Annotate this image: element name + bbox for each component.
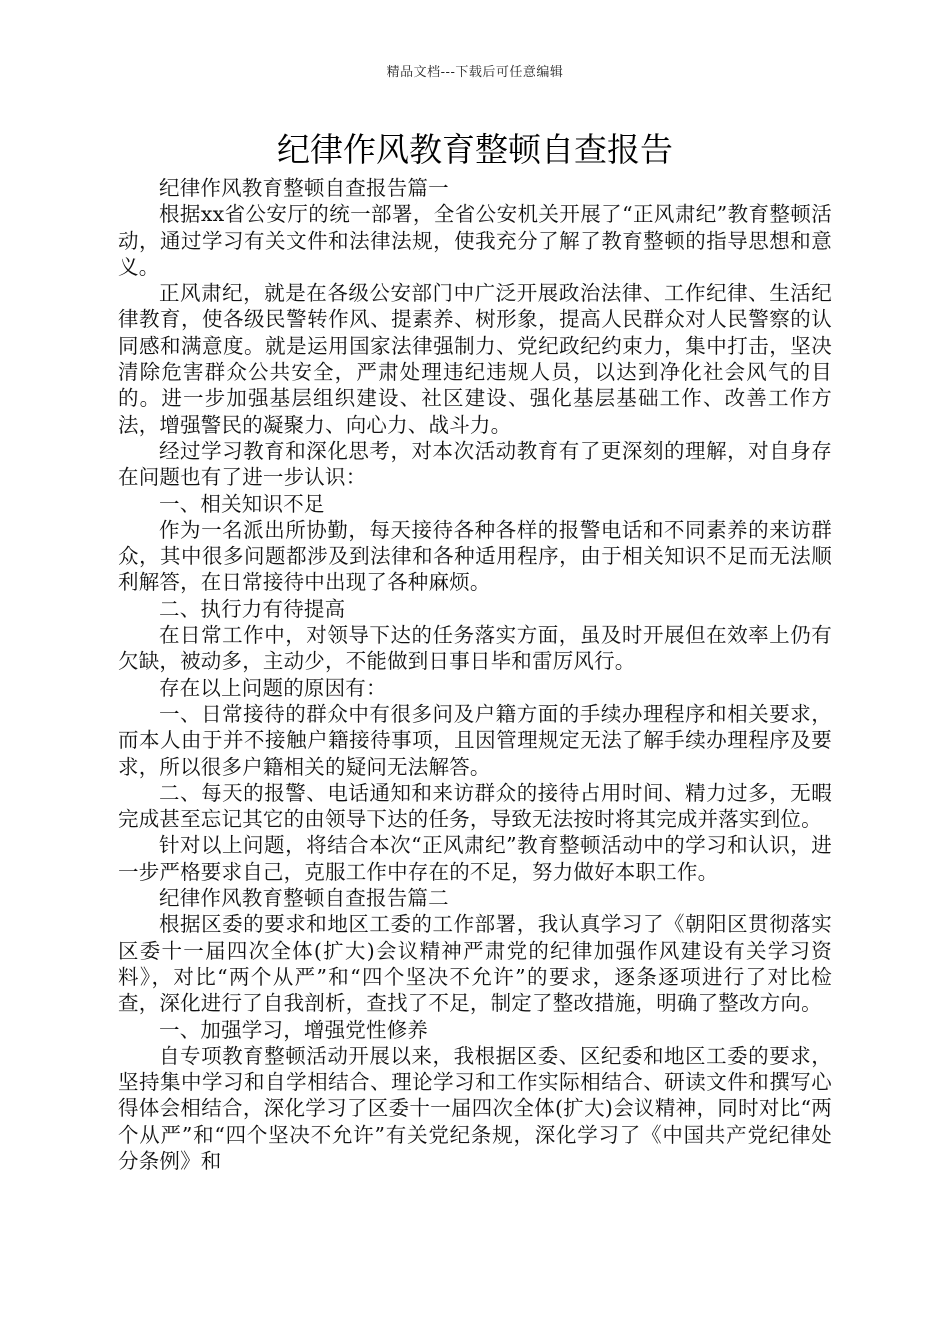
document-body [118, 175, 832, 1174]
paragraph: 经过学习教育和深化思考，对本次活动教育有了更深刻的理解，对自身存在问题也有了进一步认识： [118, 438, 832, 490]
document-title: 纪律作风教育整顿自查报告 [277, 130, 673, 169]
paragraph: 作为一名派出所协勤，每天接待各种各样的报警电话和不同素养的来访群众，其中很多问题都涉及到法律和各种适用程序，由于相关知识不足而无法顺利解答，在日常接待中出现了各种麻烦。 [118, 517, 832, 595]
paragraph: 存在以上问题的原因有： [159, 675, 387, 700]
section-heading: 一、加强学习，增强党性修养 [159, 1017, 429, 1042]
paragraph: 根据区委的要求和地区工委的工作部署，我认真学习了《朝阳区贯彻落实区委十一届四次全体(扩大)会议精神严肃党的纪律加强作风建设有关学习资料》，对比“两个从严”和“四个坚决不允许”的要求，逐条逐项进行了对比检查，深化进行了自我剖析，查找了不足，制定了整改措施，明确了整改方向。 [118, 912, 832, 1016]
section-heading: 二、执行力有待提高 [159, 596, 346, 621]
paragraph: 正风肃纪，就是在各级公安部门中广泛开展政治法律、工作纪律、生活纪律教育，使各级民警转作风、提素养、树形象，提高人民群众对人民警察的认同感和满意度。就是运用国家法律强制力、党纪政纪约束力，集中打击，坚决清除危害群众公共安全，严肃处理违纪违规人员，以达到净化社会风气的目的。进一步加强基层组织建设、社区建设、强化基层基础工作、改善工作方法，增强警民的凝聚力、向心力、战斗力。 [118, 281, 832, 437]
header-note: 精品文档---下载后可任意编辑 [386, 65, 564, 80]
paragraph: 一、日常接待的群众中有很多问及户籍方面的手续办理程序和相关要求，而本人由于并不接触户籍接待事项，且因管理规定无法了解手续办理程序及要求，所以很多户籍相关的疑问无法解答。 [118, 701, 832, 779]
section-subtitle-1: 纪律作风教育整顿自查报告篇一 [159, 176, 449, 200]
paragraph: 针对以上问题，将结合本次“正风肃纪”教育整顿活动中的学习和认识，进一步严格要求自己，克服工作中存在的不足，努力做好本职工作。 [118, 833, 832, 884]
section-subtitle-2: 纪律作风教育整顿自查报告篇二 [159, 886, 449, 911]
paragraph: 根据xx省公安厅的统一部署，全省公安机关开展了“正风肃纪”教育整顿活动，通过学习有关文件和法律法规，使我充分了解了教育整顿的指导思想和意义。 [118, 202, 832, 279]
paragraph: 二、每天的报警、电话通知和来访群众的接待占用时间、精力过多，无暇完成甚至忘记其它的由领导下达的任务，导致无法按时将其完成并落实到位。 [118, 780, 832, 832]
section-heading: 一、相关知识不足 [159, 491, 325, 516]
paragraph: 自专项教育整顿活动开展以来，我根据区委、区纪委和地区工委的要求，坚持集中学习和自学相结合、理论学习和工作实际相结合、研读文件和撰写心得体会相结合，深化学习了区委十一届四次全体(扩大)会议精神，同时对比“两个从严”和“四个坚决不允许”有关党纪条规，深化学习了《中国共产党纪律处分条例》和 [118, 1043, 832, 1173]
paragraph: 在日常工作中，对领导下达的任务落实方面，虽及时开展但在效率上仍有欠缺，被动多，主动少，不能做到日事日毕和雷厉风行。 [118, 623, 832, 674]
